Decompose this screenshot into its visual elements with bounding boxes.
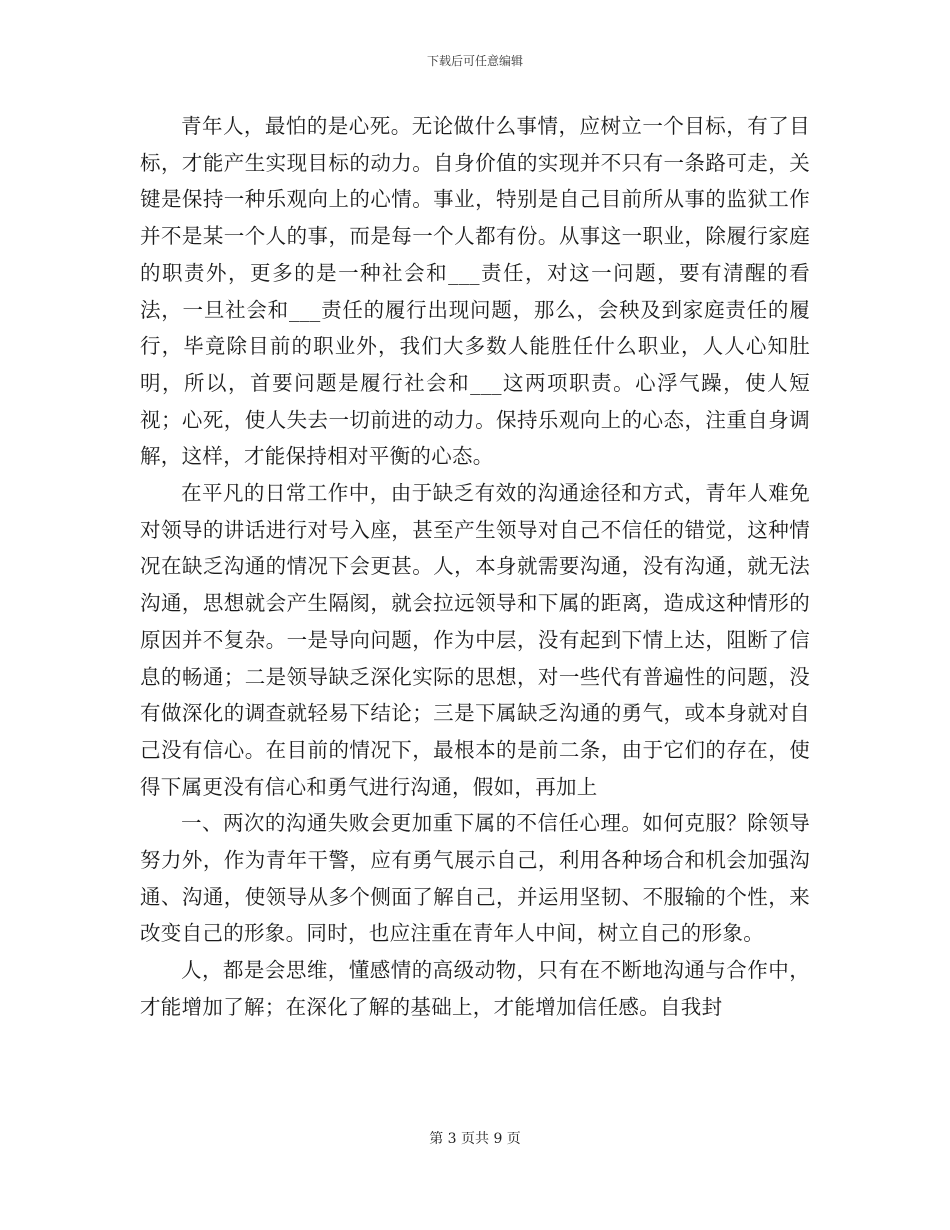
page-header: 下载后可任意编辑 (426, 54, 523, 68)
page-footer: 第 3 页共 9 页 (429, 1131, 521, 1147)
paragraph-1: 青年人，最怕的是心死。无论做什么事情，应树立一个目标，有了目标，才能产生实现目标的动力。自身价值的实现并不只有一条路可走，关键是保持一种乐观向上的心情。事业，特别是自己目前所从事的监狱工作并不是某一个人的事，而是每一个人都有份。从事这一职业，除履行家庭的职责外，更多的是一种社会和___责任，对这一问题，要有清醒的看法，一旦社会和___责任的履行出现问题，那么，会秧及到家庭责任的履行，毕竟除目前的职业外，我们大多数人能胜任什么职业，人人心知肚明，所以，首要问题是履行社会和___这两项职责。心浮气躁，使人短视；心死，使人失去一切前进的动力。保持乐观向上的心态，注重自身调解，这样，才能保持相对平衡的心态。 (140, 114, 810, 469)
document-body (140, 108, 810, 1026)
paragraph-4: 人，都是会思维，懂感情的高级动物，只有在不断地沟通与合作中，才能增加了解；在深化了解的基础上，才能增加信任感。自我封 (140, 958, 810, 1019)
paragraph-3: 一、两次的沟通失败会更加重下属的不信任心理。如何克服？除领导努力外，作为青年干警，应有勇气展示自己，利用各种场合和机会加强沟通、沟通，使领导从多个侧面了解自己，并运用坚韧、不服输的个性，来改变自己的形象。同时，也应注重在青年人中间，树立自己的形象。 (140, 811, 810, 946)
paragraph-2: 在平凡的日常工作中，由于缺乏有效的沟通途径和方式，青年人难免对领导的讲话进行对号入座，甚至产生领导对自己不信任的错觉，这种情况在缺乏沟通的情况下会更甚。人，本身就需要沟通，没有沟通，就无法沟通，思想就会产生隔阂，就会拉远领导和下属的距离，造成这种情形的原因并不复杂。一是导向问题，作为中层，没有起到下情上达，阻断了信息的畅通；二是领导缺乏深化实际的思想，对一些代有普遍性的问题，没有做深化的调查就轻易下结论；三是下属缺乏沟通的勇气，或本身就对自己没有信心。在目前的情况下，最根本的是前二条，由于它们的存在，使得下属更没有信心和勇气进行沟通，假如，再加上 (140, 481, 810, 799)
